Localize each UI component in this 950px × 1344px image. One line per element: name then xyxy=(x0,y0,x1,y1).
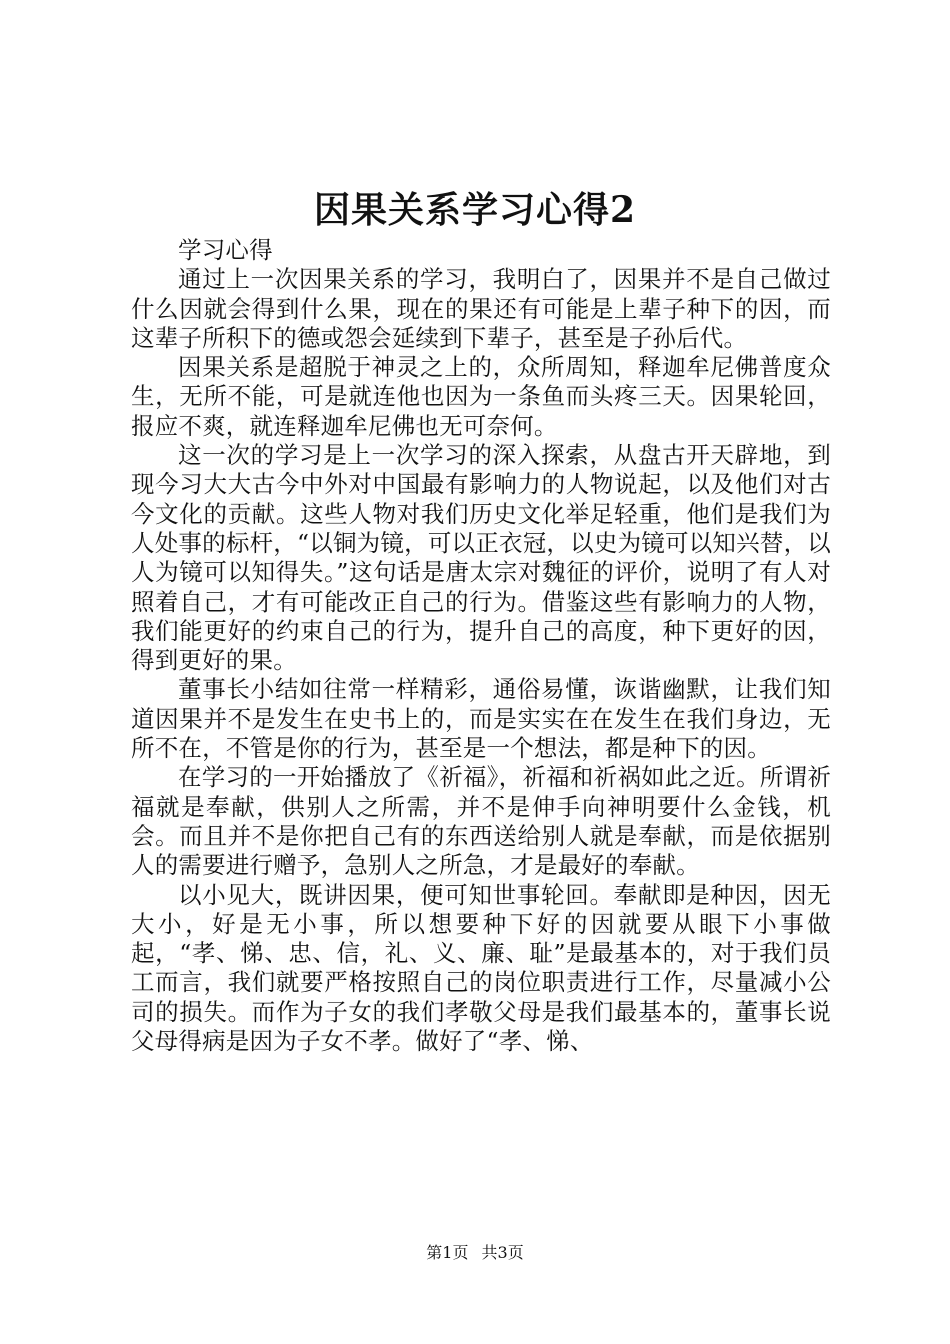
page-footer xyxy=(0,1242,950,1264)
paragraph-subtitle: 学习心得 xyxy=(178,236,273,264)
page-number: 第1页 xyxy=(426,1243,469,1262)
paragraph: 在学习的一开始播放了《祈福》，祈福和祈祸如此之近。所谓祈福就是奉献，供别人之所需，并不是伸手向神明要什么金钱，机会。而且并不是你把自己有的东西送给别人就是奉献，而是依据别人的需要进行赠予，急别人之所急，才是最好的奉献。 xyxy=(131,763,831,880)
page-total: 共3页 xyxy=(481,1243,524,1262)
paragraph: 董事长小结如往常一样精彩，通俗易懂，诙谐幽默，让我们知道因果并不是发生在史书上的，而是实实在在发生在我们身边，无所不在，不管是你的行为，甚至是一个想法，都是种下的因。 xyxy=(131,675,831,763)
paragraph: 以小见大，既讲因果，便可知世事轮回。奉献即是种因，因无大小，好是无小事，所以想要种下好的因就要从眼下小事做起，“孝、悌、忠、信，礼、义、廉、耻”是最基本的，对于我们员工而言，我们就要严格按照自己的岗位职责进行工作，尽量减小公司的损失。而作为子女的我们孝敬父母是我们最基本的，董事长说父母得病是因为子女不孝。做好了“孝、悌、 xyxy=(131,880,831,1056)
paragraph: 通过上一次因果关系的学习，我明白了，因果并不是自己做过什么因就会得到什么果，现在的果还有可能是上辈子种下的因，而这辈子所积下的德或怨会延续到下辈子，甚至是子孙后代。 xyxy=(131,265,831,352)
document-body xyxy=(131,236,831,1056)
paragraph: 这一次的学习是上一次学习的深入探索，从盘古开天辟地，到现今习大大古今中外对中国最有影响力的人物说起，以及他们对古今文化的贡献。这些人物对我们历史文化举足轻重，他们是我们为人处事的标杆，“以铜为镜，可以正衣冠，以史为镜可以知兴替，以人为镜可以知得失。”这句话是唐太宗对魏征的评价，说明了有人对照着自己，才有可能改正自己的行为。借鉴这些有影响力的人物，我们能更好的约束自己的行为，提升自己的高度，种下更好的因，得到更好的果。 xyxy=(131,441,831,675)
paragraph: 因果关系是超脱于神灵之上的，众所周知，释迦牟尼佛普度众生，无所不能，可是就连他也因为一条鱼而头疼三天。因果轮回，报应不爽，就连释迦牟尼佛也无可奈何。 xyxy=(131,353,831,440)
document-title: 因果关系学习心得2 xyxy=(313,189,637,231)
